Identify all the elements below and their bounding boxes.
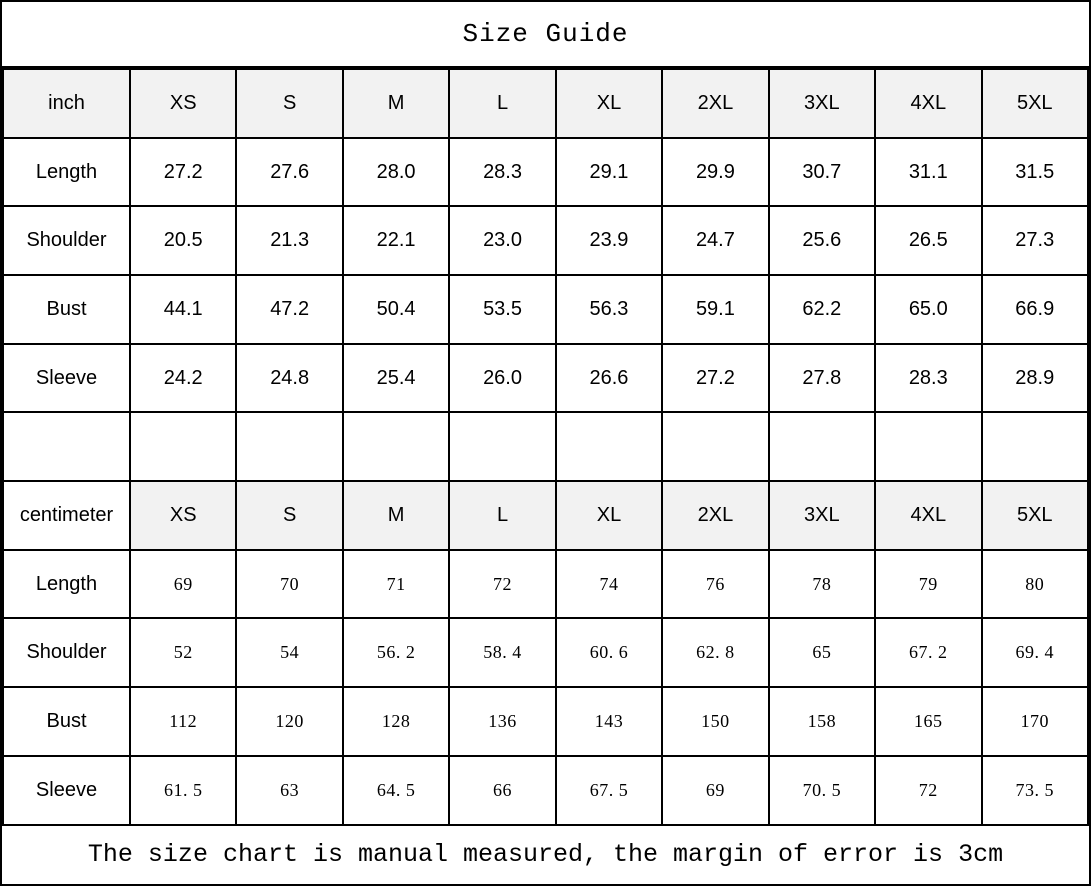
size-header-cell: XL — [556, 69, 662, 138]
measurement-value-cell: 27.2 — [662, 344, 768, 413]
measurement-value-cell: 112 — [130, 687, 236, 756]
measurement-value-cell: 67. 5 — [556, 756, 662, 825]
measurement-value-cell: 128 — [343, 687, 449, 756]
measurement-value-cell: 27.6 — [236, 138, 342, 207]
measurement-label-cell: Bust — [3, 275, 130, 344]
measurement-value-cell: 63 — [236, 756, 342, 825]
measurement-label-cell: Length — [3, 138, 130, 207]
page-title: Size Guide — [2, 2, 1089, 68]
measurement-value-cell: 150 — [662, 687, 768, 756]
measurement-value-cell: 25.6 — [769, 206, 875, 275]
measurement-value-cell: 66 — [449, 756, 555, 825]
size-header-cell: 3XL — [769, 481, 875, 550]
measurement-value-cell: 64. 5 — [343, 756, 449, 825]
measurement-value-cell: 26.0 — [449, 344, 555, 413]
measurement-label-cell: Length — [3, 550, 130, 619]
size-header-cell: L — [449, 69, 555, 138]
measurement-value-cell: 28.3 — [875, 344, 981, 413]
measurement-row — [3, 344, 1088, 413]
measurement-value-cell: 120 — [236, 687, 342, 756]
measurement-value-cell: 52 — [130, 618, 236, 687]
size-header-row — [3, 481, 1088, 550]
measurement-value-cell: 31.1 — [875, 138, 981, 207]
size-header-cell: 5XL — [982, 69, 1089, 138]
measurement-value-cell: 27.2 — [130, 138, 236, 207]
measurement-value-cell: 22.1 — [343, 206, 449, 275]
measurement-value-cell: 24.2 — [130, 344, 236, 413]
measurement-value-cell: 26.6 — [556, 344, 662, 413]
measurement-value-cell: 79 — [875, 550, 981, 619]
spacer-cell — [875, 412, 981, 481]
measurement-value-cell: 72 — [449, 550, 555, 619]
measurement-value-cell: 28.0 — [343, 138, 449, 207]
size-header-cell: XL — [556, 481, 662, 550]
measurement-row — [3, 687, 1088, 756]
measurement-value-cell: 80 — [982, 550, 1089, 619]
measurement-row — [3, 756, 1088, 825]
unit-label-cell: centimeter — [3, 481, 130, 550]
measurement-value-cell: 158 — [769, 687, 875, 756]
unit-label-cell: inch — [3, 69, 130, 138]
measurement-value-cell: 31.5 — [982, 138, 1089, 207]
spacer-cell — [556, 412, 662, 481]
measurement-label-cell: Sleeve — [3, 344, 130, 413]
measurement-value-cell: 69 — [130, 550, 236, 619]
measurement-value-cell: 61. 5 — [130, 756, 236, 825]
spacer-cell — [982, 412, 1089, 481]
measurement-value-cell: 73. 5 — [982, 756, 1089, 825]
measurement-value-cell: 28.3 — [449, 138, 555, 207]
measurement-value-cell: 29.1 — [556, 138, 662, 207]
size-header-cell: XS — [130, 69, 236, 138]
measurement-value-cell: 76 — [662, 550, 768, 619]
measurement-value-cell: 62.2 — [769, 275, 875, 344]
measurement-value-cell: 69 — [662, 756, 768, 825]
size-header-cell: 2XL — [662, 481, 768, 550]
measurement-label-cell: Shoulder — [3, 618, 130, 687]
size-header-cell: S — [236, 69, 342, 138]
measurement-value-cell: 56. 2 — [343, 618, 449, 687]
measurement-row — [3, 138, 1088, 207]
measurement-value-cell: 67. 2 — [875, 618, 981, 687]
size-note: The size chart is manual measured, the margin of error is 3cm — [87, 840, 1004, 870]
size-header-cell: 5XL — [982, 481, 1089, 550]
size-guide-table — [2, 68, 1089, 826]
spacer-cell — [3, 412, 130, 481]
measurement-value-cell: 58. 4 — [449, 618, 555, 687]
measurement-value-cell: 53.5 — [449, 275, 555, 344]
size-header-cell: M — [343, 481, 449, 550]
measurement-row — [3, 618, 1088, 687]
measurement-value-cell: 70. 5 — [769, 756, 875, 825]
measurement-value-cell: 59.1 — [662, 275, 768, 344]
spacer-cell — [236, 412, 342, 481]
measurement-value-cell: 56.3 — [556, 275, 662, 344]
measurement-value-cell: 47.2 — [236, 275, 342, 344]
measurement-value-cell: 24.8 — [236, 344, 342, 413]
measurement-value-cell: 29.9 — [662, 138, 768, 207]
measurement-value-cell: 65.0 — [875, 275, 981, 344]
measurement-value-cell: 25.4 — [343, 344, 449, 413]
size-header-cell: M — [343, 69, 449, 138]
measurement-value-cell: 23.0 — [449, 206, 555, 275]
measurement-value-cell: 72 — [875, 756, 981, 825]
measurement-value-cell: 21.3 — [236, 206, 342, 275]
measurement-value-cell: 54 — [236, 618, 342, 687]
size-header-cell: 4XL — [875, 69, 981, 138]
measurement-value-cell: 165 — [875, 687, 981, 756]
spacer-cell — [130, 412, 236, 481]
spacer-row — [3, 412, 1088, 481]
measurement-value-cell: 24.7 — [662, 206, 768, 275]
measurement-row — [3, 275, 1088, 344]
measurement-value-cell: 70 — [236, 550, 342, 619]
measurement-value-cell: 143 — [556, 687, 662, 756]
measurement-value-cell: 28.9 — [982, 344, 1089, 413]
measurement-label-cell: Shoulder — [3, 206, 130, 275]
measurement-row — [3, 206, 1088, 275]
measurement-label-cell: Sleeve — [3, 756, 130, 825]
size-header-cell: L — [449, 481, 555, 550]
measurement-value-cell: 50.4 — [343, 275, 449, 344]
spacer-cell — [662, 412, 768, 481]
spacer-cell — [449, 412, 555, 481]
size-header-cell: 4XL — [875, 481, 981, 550]
measurement-value-cell: 78 — [769, 550, 875, 619]
size-header-cell: 2XL — [662, 69, 768, 138]
measurement-value-cell: 71 — [343, 550, 449, 619]
size-header-cell: 3XL — [769, 69, 875, 138]
measurement-value-cell: 60. 6 — [556, 618, 662, 687]
measurement-value-cell: 44.1 — [130, 275, 236, 344]
size-header-cell: S — [236, 481, 342, 550]
measurement-value-cell: 170 — [982, 687, 1089, 756]
size-guide-table-body — [3, 69, 1088, 825]
measurement-value-cell: 62. 8 — [662, 618, 768, 687]
measurement-value-cell: 20.5 — [130, 206, 236, 275]
spacer-cell — [769, 412, 875, 481]
measurement-value-cell: 74 — [556, 550, 662, 619]
measurement-value-cell: 26.5 — [875, 206, 981, 275]
measurement-value-cell: 69. 4 — [982, 618, 1089, 687]
measurement-value-cell: 136 — [449, 687, 555, 756]
size-header-row — [3, 69, 1088, 138]
measurement-value-cell: 65 — [769, 618, 875, 687]
size-header-cell: XS — [130, 481, 236, 550]
measurement-row — [3, 550, 1088, 619]
measurement-value-cell: 66.9 — [982, 275, 1089, 344]
spacer-cell — [343, 412, 449, 481]
measurement-value-cell: 27.3 — [982, 206, 1089, 275]
measurement-value-cell: 27.8 — [769, 344, 875, 413]
measurement-label-cell: Bust — [3, 687, 130, 756]
measurement-value-cell: 30.7 — [769, 138, 875, 207]
measurement-value-cell: 23.9 — [556, 206, 662, 275]
